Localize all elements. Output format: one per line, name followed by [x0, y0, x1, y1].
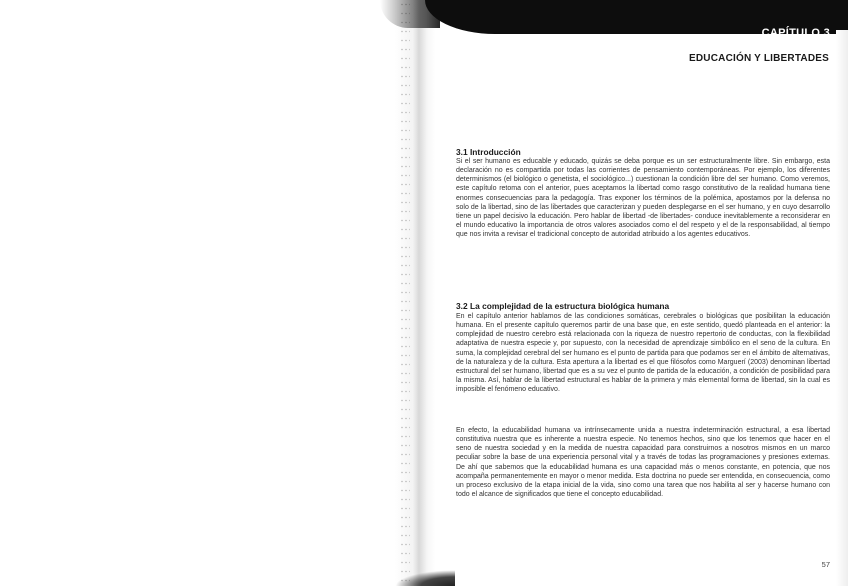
- section-paragraph: En efecto, la educabilidad humana va intrínsecamente unida a nuestra indeterminación estructural, a esa libertad constitutiva nuestra que es inherente a nuestra especie. No tenemos hechos, sino que los tenemos que hacer en el seno de nuestra sociedad y en la medida de nuestra capacidad para construirnos a nosotros mismos en un marco peculiar sobre la base de una experiencia personal vital y a través de todas las programaciones y presiones externas. De ahí que sabemos que la educabilidad humana es una capacidad más o menos constante, en potencia, que nos acompaña permanentemente en mayor o menor medida. Esta doctrina no puede ser entendida, en consecuencia, como un proceso exclusivo de la etapa inicial de la vida, sino como una tarea que nos habilita al ser y hacerse humano con todo el alcance de significados que tiene el concepto educabilidad.: [456, 427, 830, 499]
- gutter-binding-marks: [400, 0, 410, 586]
- left-page-blank: [0, 0, 420, 586]
- page-number: 57: [821, 560, 830, 569]
- bottom-curl-shadow: [395, 570, 455, 586]
- right-page-edge: [836, 30, 848, 586]
- section-heading-complejidad: 3.2 La complejidad de la estructura biológica humana: [456, 301, 670, 311]
- section-paragraph: En el capítulo anterior hablamos de las condiciones somáticas, cerebrales o biológicas que posibilitan la educación humana. En el presente capítulo queremos partir de una base que, en este sentido, quedó planteada en el anterior: la complejidad de nuestro cerebro está relacionada con la riqueza de nuestro repertorio de conductas, con la flexibilidad adaptativa de nuestra especie y, por supuesto, con la necesidad de aprendizaje simbólico en el seno de la cultura. En suma, la complejidad cerebral del ser humano es el punto de partida para que podamos ser en el ámbito de alternativas, de la naturaleza y de la cultura. Esta apertura a la libertad es el que filósofos como Marguerí (2003) denominan libertad estructural del ser humano, libertad que es a su vez el punto de partida de la educación, a condición de posibilidad para la misma. Así, hablar de la libertad estructural es hablar de la primera y más elemental forma de libertad, sin la cual es imposible el fenómeno educativo.: [456, 313, 830, 394]
- section-heading-introduccion: 3.1 Introducción: [456, 147, 521, 157]
- chapter-label: CAPÍTULO 3: [761, 27, 830, 39]
- section-paragraph: Si el ser humano es educable y educado, quizás se deba porque es un ser estructuralmente libre. Sin embargo, esta declaración no es compartida por todas las corrientes de pensamiento contemporáneas. Por ejemplo, los diferentes determinismos (el biológico o genetista, el sociológico...) cuestionan la condición libre del ser humano. Como veremos, este capítulo retoma con el anterior, pues aceptamos la libertad como rasgo constitutivo de la realidad humana tiene enormes consecuencias para la pedagogía. Tras exponer los términos de la polémica, apostamos por la defensa no solo de la libertad, sino de las libertades que caracterizan y pueden desplegarse en el ser humano, y en cuyo desarrollo tiene un papel decisivo la educación. Pero hablar de libertad -de libertades- conduce inevitablemente a reconsiderar en el mundo educativo la importancia de otros valores asociados como el del respeto y el de la responsabilidad, al tiempo que nos invita a revisar el tradicional concepto de autoridad atribuido a los agentes educativos.: [456, 158, 830, 239]
- chapter-title: EDUCACIÓN Y LIBERTADES: [689, 53, 829, 64]
